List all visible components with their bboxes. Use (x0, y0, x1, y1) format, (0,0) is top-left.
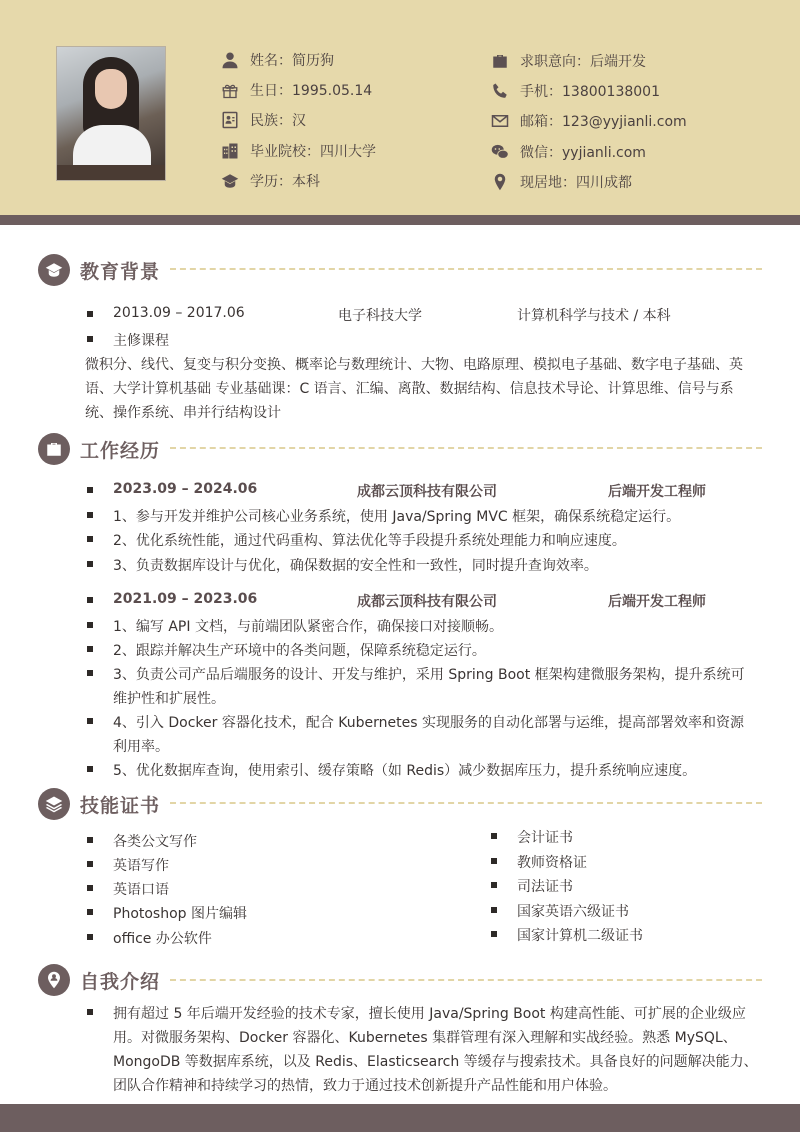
skill-item: Photoshop 图片编辑 (113, 906, 248, 922)
info-birthday: 生日：1995.05.14 (220, 79, 372, 101)
bullet (87, 646, 93, 652)
briefcase-icon (38, 433, 70, 465)
bullet (491, 931, 497, 937)
section-education (38, 253, 160, 287)
job-item: 4、引入 Docker 容器化技术，配合 Kubernetes 实现服务的自动化部署与运维，提高部署效率和资源 (113, 715, 744, 731)
bullet (87, 861, 93, 867)
bullet (87, 885, 93, 891)
bullet (87, 766, 93, 772)
info-target: 求职意向：后端开发 (490, 50, 646, 72)
about-line: 用。对微服务架构、Docker 容器化、Kubernetes 集群管理有深入理解和实战经验。熟悉 MySQL、 (113, 1030, 737, 1046)
briefcase-icon (490, 51, 510, 71)
job-item-cont: 利用率。 (113, 739, 169, 755)
skill-item: 各类公文写作 (113, 834, 197, 850)
job-item: 5、优化数据库查询，使用索引、缓存策略（如 Redis）减少数据库压力，提升系统响应速度。 (113, 763, 697, 779)
job-period: 2021.09 – 2023.06 (113, 591, 258, 607)
bullet (87, 487, 93, 493)
edu-courses-line: 微积分、线代、复变与积分变换、概率论与数理统计、大物、电路原理、模拟电子基础、数字电子基础、英 (85, 357, 743, 373)
skill-item: 英语写作 (113, 858, 169, 874)
job-item: 3、负责公司产品后端服务的设计、开发与维护，采用 Spring Boot 框架构建微服务架构，提升系统可 (113, 667, 745, 683)
edu-school: 电子科技大学 (338, 308, 422, 324)
building-icon (220, 141, 240, 161)
bullet (87, 909, 93, 915)
info-name: 姓名：简历狗 (220, 49, 334, 71)
bullet (87, 718, 93, 724)
bullet (87, 512, 93, 518)
bullet (87, 561, 93, 567)
wechat-icon (490, 142, 510, 162)
bullet (491, 882, 497, 888)
section-divider (170, 268, 762, 270)
job-company: 成都云顶科技有限公司 (357, 484, 497, 500)
job-item: 1、参与开发并维护公司核心业务系统，使用 Java/Spring MVC 框架，确保系统稳定运行。 (113, 509, 681, 525)
phone-icon (490, 81, 510, 101)
footer-bar (0, 1104, 800, 1132)
cert-item: 司法证书 (517, 879, 573, 895)
section-title-skills: 技能证书 (80, 794, 161, 817)
info-wechat: 微信：yyjianli.com (490, 141, 646, 163)
about-line: 拥有超过 5 年后端开发经验的技术专家，擅长使用 Java/Spring Boot 构建高性能、可扩展的企业级应 (113, 1006, 746, 1022)
bullet (87, 670, 93, 676)
section-divider (170, 802, 762, 804)
user-icon (220, 50, 240, 70)
section-divider (170, 979, 762, 981)
job-period: 2023.09 – 2024.06 (113, 481, 258, 497)
job-item-cont: 维护性和扩展性。 (113, 691, 225, 707)
cert-item: 国家计算机二级证书 (517, 928, 643, 944)
edu-courses-line: 统、操作系统、串并行结构设计 (85, 405, 281, 421)
job-item: 2、跟踪并解决生产环境中的各类问题，保障系统稳定运行。 (113, 643, 486, 659)
bullet (87, 622, 93, 628)
info-degree: 学历：本科 (220, 170, 320, 192)
info-email: 邮箱：123@yyjianli.com (490, 110, 687, 132)
graduation-cap-icon (220, 171, 240, 191)
header-divider (0, 215, 800, 225)
graduation-cap-icon (38, 254, 70, 286)
job-item: 1、编写 API 文档，与前端团队紧密合作，确保接口对接顺畅。 (113, 619, 503, 635)
id-card-icon (220, 110, 240, 130)
info-location: 现居地：四川成都 (490, 171, 632, 193)
edu-courses-label: 主修课程 (113, 333, 169, 349)
job-role: 后端开发工程师 (608, 594, 706, 610)
section-title-work: 工作经历 (80, 439, 161, 462)
profile-photo (56, 46, 166, 181)
job-role: 后端开发工程师 (608, 484, 706, 500)
gift-icon (220, 80, 240, 100)
bullet (87, 536, 93, 542)
edu-courses-line: 语、大学计算机基础 专业基础课：C 语言、汇编、离散、数据结构、信息技术导论、计算思维、信号与系 (85, 381, 734, 397)
skill-item: office 办公软件 (113, 931, 212, 947)
job-item: 3、负责数据库设计与优化，确保数据的安全性和一致性，同时提升查询效率。 (113, 558, 598, 574)
info-ethnicity: 民族：汉 (220, 109, 306, 131)
bullet (491, 907, 497, 913)
bullet (87, 934, 93, 940)
bullet (491, 833, 497, 839)
edu-major: 计算机科学与技术 / 本科 (517, 308, 671, 324)
bullet (87, 311, 93, 317)
cert-item: 国家英语六级证书 (517, 904, 629, 920)
bullet (87, 336, 93, 342)
about-line: MongoDB 等数据库系统，以及 Redis、Elasticsearch 等缓存与搜索技术。具备良好的问题解决能力、 (113, 1054, 758, 1070)
edu-period: 2013.09 – 2017.06 (113, 305, 245, 321)
cert-item: 会计证书 (517, 830, 573, 846)
location-pin-icon (490, 172, 510, 192)
layers-icon (38, 788, 70, 820)
user-badge-icon (38, 964, 70, 996)
job-company: 成都云顶科技有限公司 (357, 594, 497, 610)
bullet (87, 1009, 93, 1015)
section-title-about: 自我介绍 (80, 970, 161, 993)
info-phone: 手机：13800138001 (490, 80, 660, 102)
skill-item: 英语口语 (113, 882, 169, 898)
bullet (491, 858, 497, 864)
section-about (38, 963, 160, 997)
info-school: 毕业院校：四川大学 (220, 140, 376, 162)
section-work (38, 432, 160, 466)
bullet (87, 837, 93, 843)
job-item: 2、优化系统性能，通过代码重构、算法优化等手段提升系统处理能力和响应速度。 (113, 533, 626, 549)
bullet (87, 597, 93, 603)
section-title-education: 教育背景 (80, 260, 161, 283)
mail-icon (490, 111, 510, 131)
cert-item: 教师资格证 (517, 855, 587, 871)
section-divider (170, 447, 762, 449)
section-skills (38, 787, 160, 821)
about-line: 团队合作精神和持续学习的热情，致力于通过技术创新提升产品性能和用户体验。 (113, 1078, 617, 1094)
